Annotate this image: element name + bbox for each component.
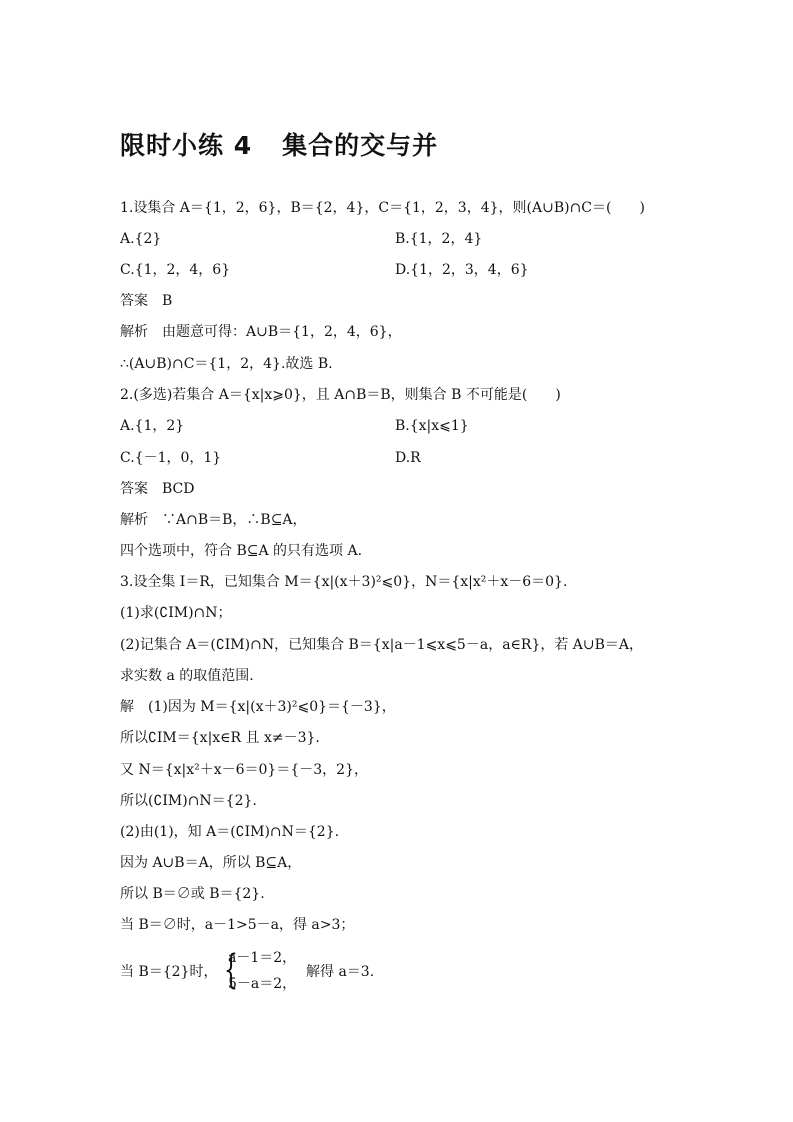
solution-line-4: 所以(∁IM)∩N＝{2}. xyxy=(120,793,257,809)
solution-line-3: 又 N＝{x|x²＋x－6＝0}＝{－3，2}， xyxy=(120,762,368,778)
system-brace: { xyxy=(224,947,238,993)
question-1-option-a: A.{2} xyxy=(120,231,162,247)
question-3-part-1: (1)求(∁IM)∩N； xyxy=(120,605,232,621)
question-1-option-d: D.{1，2，3，4，6} xyxy=(395,262,529,278)
question-2-option-c: C.{－1，0，1} xyxy=(120,450,222,466)
question-1-answer: 答案 B xyxy=(120,293,173,309)
system-suffix: 解得 a＝3. xyxy=(306,964,375,980)
system-prefix: 当 B＝{2}时， xyxy=(120,964,218,980)
solution-line-5: (2)由(1)，知 A＝(∁IM)∩N＝{2}. xyxy=(120,824,340,840)
question-2-explanation-line-1: 解析 ∵A∩B＝B，∴B⊆A， xyxy=(120,512,307,528)
question-3-part-2-line-2: 求实数 a 的取值范围. xyxy=(120,668,254,684)
question-2-option-d: D.R xyxy=(395,450,421,466)
question-3-stem: 3.设全集 I＝R，已知集合 M＝{x|(x＋3)²⩽0}，N＝{x|x²＋x－6＝0}. xyxy=(120,574,568,590)
question-2-option-a: A.{1，2} xyxy=(120,418,185,434)
title-sub: 集合的交与并 xyxy=(282,131,439,160)
system-equation-2: 5－a＝2， xyxy=(228,976,297,992)
question-3-part-2-line-1: (2)记集合 A＝(∁IM)∩N，已知集合 B＝{x|a－1⩽x⩽5－a，a∈R}，若 A∪B＝A， xyxy=(120,637,644,653)
question-2-option-b: B.{x|x⩽1} xyxy=(395,418,469,434)
question-1-explanation-line-1: 解析 由题意可得：A∪B＝{1，2，4，6}， xyxy=(120,324,402,340)
solution-line-7: 所以 B＝∅或 B＝{2}. xyxy=(120,886,265,902)
solution-line-6: 因为 A∪B＝A，所以 B⊆A， xyxy=(120,855,302,871)
solution-line-8: 当 B＝∅时，a－1>5－a，得 a>3； xyxy=(120,917,355,933)
system-equation-1: a－1＝2， xyxy=(228,950,297,966)
question-1-option-c: C.{1，2，4，6} xyxy=(120,262,231,278)
question-1-explanation-line-2: ∴(A∪B)∩C＝{1，2，4}.故选 B. xyxy=(120,356,333,372)
question-2-stem: 2.(多选)若集合 A＝{x|x⩾0}，且 A∩B＝B，则集合 B 不可能是( ) xyxy=(120,387,561,403)
question-1-stem: 1.设集合 A＝{1，2，6}，B＝{2，4}，C＝{1，2，3，4}，则(A∪B)∩C＝( ) xyxy=(120,200,645,216)
question-2-explanation-line-2: 四个选项中，符合 B⊆A 的只有选项 A. xyxy=(120,543,363,559)
question-1-option-b: B.{1，2，4} xyxy=(395,231,483,247)
title-main: 限时小练 4 xyxy=(120,131,253,160)
question-2-answer: 答案 BCD xyxy=(120,481,195,497)
solution-line-2: 所以∁IM＝{x|x∈R 且 x≠－3}. xyxy=(120,730,320,746)
page-title xyxy=(120,126,438,162)
solution-line-1: 解 (1)因为 M＝{x|(x＋3)²⩽0}＝{－3}， xyxy=(120,699,396,715)
